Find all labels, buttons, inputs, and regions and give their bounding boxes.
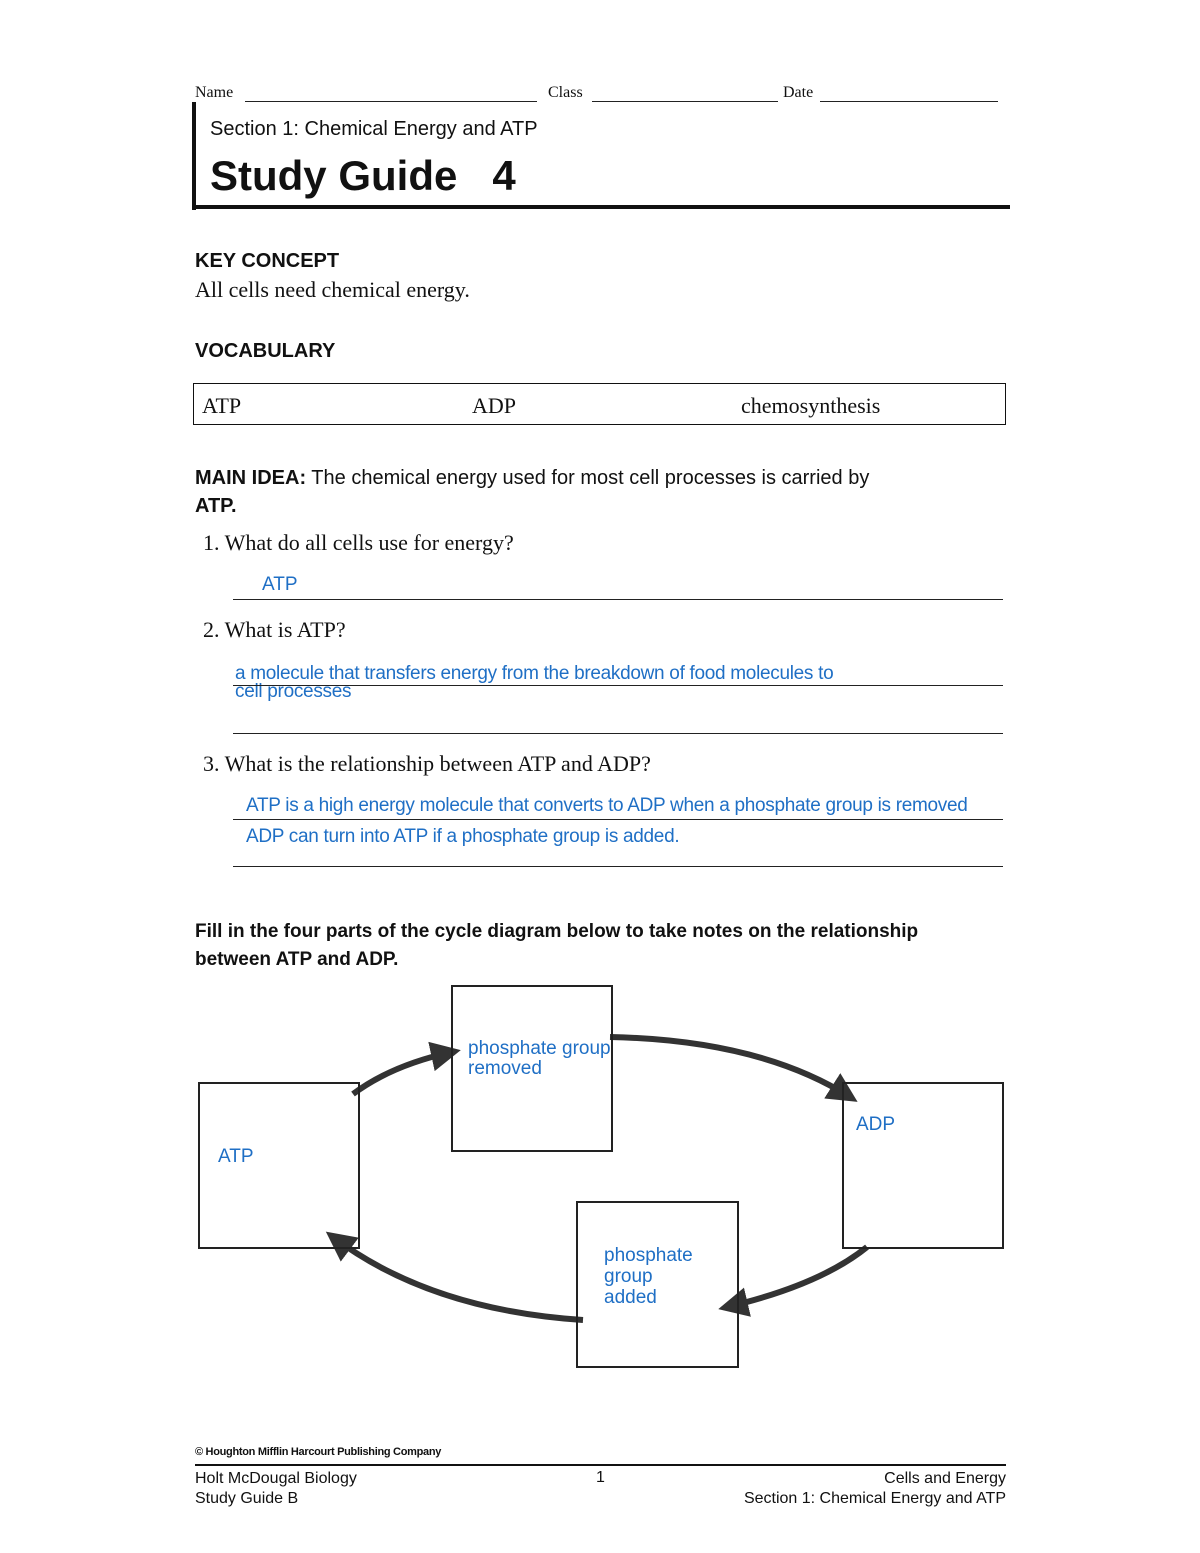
question-3-answer-line-2[interactable]: ADP can turn into ATP if a phosphate group is added. bbox=[246, 826, 680, 847]
vocab-term: chemosynthesis bbox=[741, 393, 881, 418]
question-2-prompt: 2. What is ATP? bbox=[203, 617, 346, 642]
question-1-answer[interactable]: ATP bbox=[262, 574, 298, 595]
footer-section: Section 1: Chemical Energy and ATP bbox=[743, 1490, 1006, 1507]
vocab-term: ADP bbox=[472, 393, 517, 418]
cycle-box-added-line: added bbox=[604, 1287, 657, 1308]
question-1-prompt: 1. What do all cells use for energy? bbox=[203, 530, 514, 555]
cycle-box-adp[interactable] bbox=[842, 1082, 1004, 1249]
diagram-instructions-line-2: between ATP and ADP. bbox=[195, 949, 399, 970]
key-concept-heading: KEY CONCEPT bbox=[195, 250, 340, 272]
cycle-box-removed-line: removed bbox=[468, 1058, 542, 1079]
cycle-box-atp[interactable] bbox=[198, 1082, 360, 1249]
cycle-box-phosphate-removed[interactable] bbox=[451, 985, 613, 1152]
cycle-box-removed-text bbox=[468, 1039, 611, 1079]
footer-rule bbox=[195, 1464, 1006, 1466]
question-2-answer-line-2[interactable]: cell processes bbox=[235, 681, 352, 702]
page-number: 1 bbox=[596, 1469, 605, 1486]
page-title: Study Guide 4 bbox=[210, 152, 516, 199]
footer-chapter: Cells and Energy bbox=[884, 1470, 1006, 1487]
main-idea-label: MAIN IDEA: bbox=[195, 467, 307, 489]
footer-book: Holt McDougal Biology bbox=[195, 1470, 357, 1487]
diagram-instructions-line-1: Fill in the four parts of the cycle diagram below to take notes on the relationship bbox=[195, 921, 919, 942]
cycle-box-added-text bbox=[604, 1245, 693, 1308]
cycle-box-phosphate-added[interactable] bbox=[576, 1201, 739, 1368]
footer-right bbox=[744, 1469, 1006, 1509]
question-3-prompt: 3. What is the relationship between ATP and ADP? bbox=[203, 751, 651, 776]
cycle-box-adp-text: ADP bbox=[856, 1114, 896, 1135]
class-label: Class bbox=[548, 84, 583, 101]
arrow-atp-to-removed bbox=[353, 1052, 452, 1094]
vocab-term: ATP bbox=[202, 393, 242, 418]
arrow-added-to-atp bbox=[333, 1237, 583, 1320]
section-heading: Section 1: Chemical Energy and ATP bbox=[210, 118, 538, 140]
arrow-removed-to-adp bbox=[610, 1037, 850, 1097]
name-label: Name bbox=[195, 84, 234, 101]
arrow-adp-to-added bbox=[727, 1247, 867, 1307]
cycle-box-added-line: phosphate bbox=[604, 1245, 693, 1266]
question-3-answer-line-1[interactable]: ATP is a high energy molecule that converts to ADP when a phosphate group is removed bbox=[246, 795, 968, 816]
cycle-box-atp-text: ATP bbox=[218, 1146, 254, 1167]
key-concept-text: All cells need chemical energy. bbox=[195, 277, 470, 302]
footer-left bbox=[195, 1469, 357, 1509]
copyright-notice: © Houghton Mifflin Harcourt Publishing Company bbox=[195, 1446, 442, 1458]
vocabulary-heading: VOCABULARY bbox=[195, 340, 336, 362]
cycle-box-removed-line: phosphate group bbox=[468, 1038, 611, 1059]
main-idea-text: The chemical energy used for most cell processes is carried by bbox=[306, 467, 870, 489]
question-2-answer-line-1[interactable]: a molecule that transfers energy from the breakdown of food molecules to bbox=[235, 663, 834, 684]
date-label: Date bbox=[783, 84, 814, 101]
cycle-box-added-line: group bbox=[604, 1266, 653, 1287]
footer-guide: Study Guide B bbox=[195, 1490, 299, 1507]
main-idea-text-cont: ATP. bbox=[195, 495, 237, 517]
